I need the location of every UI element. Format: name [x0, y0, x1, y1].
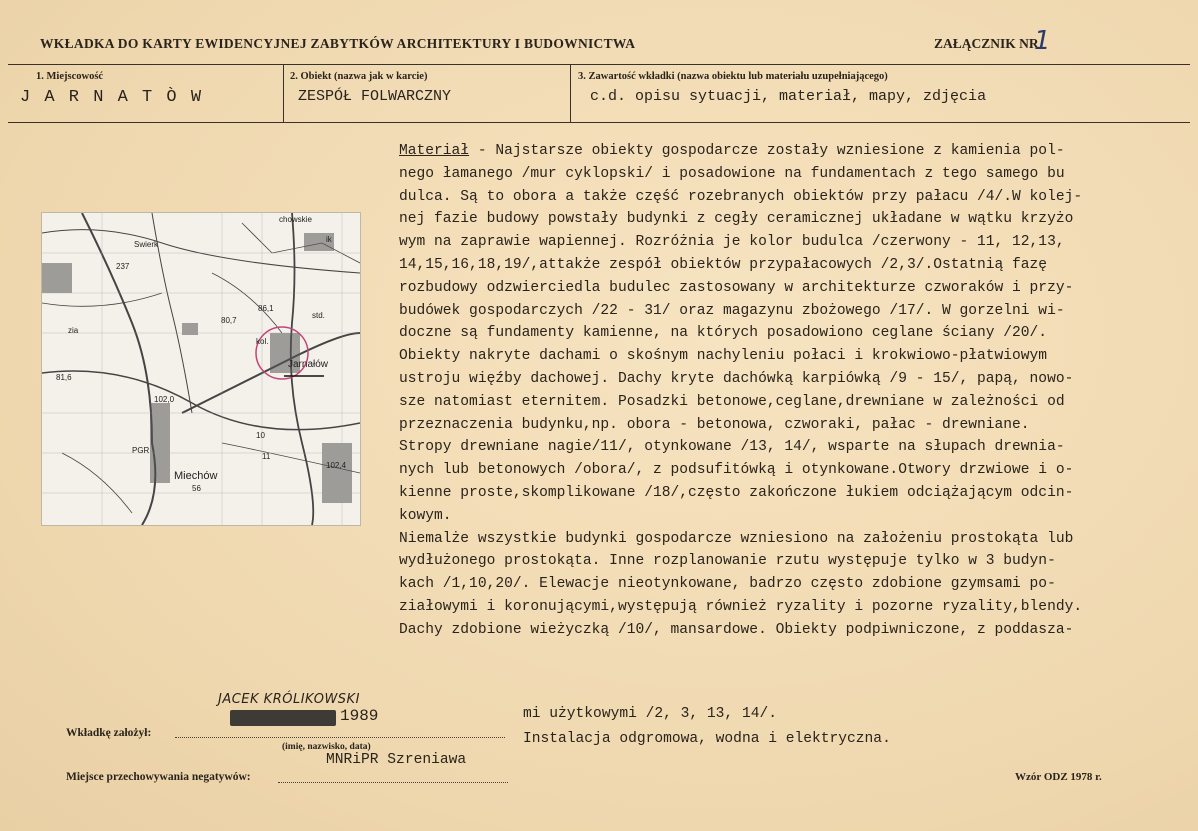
description-line-9: doczne są fundamenty kamienne, na których posadowiono ceglane ściany /20/. — [399, 325, 1048, 342]
description-line-20: kach /1,10,20/. Elewacje nieotynkowane, badrzo często zdobione gzymsami po- — [399, 576, 1056, 593]
signature-handwritten-name: JACEK KRÓLIKOWSKI — [218, 692, 360, 707]
storage-dotted-line — [278, 782, 508, 783]
name-caption: (imię, nazwisko, data) — [282, 742, 371, 752]
map-label-237: 237 — [116, 262, 130, 271]
description-line-6: 14,15,16,18,19/,attakże zespół obiektów przypałacowych /2,3/.Ostatnią fazę — [399, 256, 1048, 273]
storage-value: MNRiPR Szreniawa — [326, 752, 467, 768]
locality-value: J A R N A T Ò W — [20, 88, 204, 107]
description-line-7: rozbudowy odzwierciedla budulec zastosowany w architekturze czworaków i przy- — [399, 279, 1074, 296]
map-label-816: 81,6 — [56, 373, 72, 382]
fields-rule — [8, 122, 1190, 123]
map-label-10: 10 — [256, 431, 265, 440]
field-divider-2 — [570, 64, 571, 122]
description-line-3: dulca. Są to obora a także część rozebranych obiektów przy pałacu /4/.W kolej- — [399, 188, 1083, 205]
content-label: 3. Zawartość wkładki (nazwa obiektu lub materiału uzupełniającego) — [578, 71, 888, 82]
description-tail — [523, 702, 891, 752]
map-label-swierk: Swierk — [134, 240, 159, 249]
description-line-1: - Najstarsze obiekty gospodarcze zostały wzniesione z kamienia pol- — [469, 143, 1065, 159]
map-label-miechow: Miechów — [174, 470, 218, 482]
description-line-15: nych lub betonowych /obora/, z podsufitówką i otynkowane.Otwory drzwiowe i o- — [399, 462, 1074, 479]
form-number: Wzór ODZ 1978 r. — [1015, 771, 1102, 783]
map-label-1020: 102,0 — [154, 395, 175, 404]
object-label: 2. Obiekt (nazwa jak w karcie) — [290, 71, 428, 82]
map-label-11: 11 — [262, 452, 271, 461]
map-label-807: 80,7 — [221, 316, 237, 325]
description-line-14: Stropy drewniane nagie/11/, otynkowane /13, 14/, wsparte na słupach drewnia- — [399, 439, 1065, 456]
description-line-8: budówek gospodarczych /22 - 31/ oraz magazynu zbożowego /17/. W gorzelni wi- — [399, 302, 1065, 319]
founder-dotted-line — [175, 737, 505, 738]
field-divider-1 — [283, 64, 284, 122]
description-text — [399, 140, 1191, 642]
map-label-861: 86,1 — [258, 304, 274, 313]
description-line-12: sze natomiast eternitem. Posadzki betonowe,ceglane,drewniane w zależności od — [399, 393, 1065, 410]
locality-label: 1. Miejscowość — [36, 71, 104, 82]
map-label-pgr: PGR — [132, 446, 150, 455]
storage-label: Miejsce przechowywania negatywów: — [66, 771, 251, 783]
description-line-16: kienne proste,skomplikowane /18/,często zakończone łukiem odciążającym odcin- — [399, 484, 1074, 501]
annex-number: 1 — [1034, 26, 1051, 56]
description-line-5: wym na zaprawie wapiennej. Rozróżnia je kolor budulca /czerwony - 11, 12,13, — [399, 234, 1065, 251]
description-line-13: przeznaczenia budynku,np. obora - betonowa, czworaki, pałac - drewniane. — [399, 416, 1030, 433]
description-line-18: Niemalże wszystkie budynki gospodarcze wzniesiono na założeniu prostokąta lub — [399, 530, 1074, 547]
annex-label: ZAŁĄCZNIK NR — [934, 36, 1039, 51]
object-value: ZESPÓŁ FOLWARCZNY — [298, 88, 452, 105]
map-label-kol: kol. — [256, 337, 269, 346]
founder-label: Wkładkę założył: — [66, 727, 152, 739]
description-line-4: nej fazie budowy powstały budynki z cegły ceramicznej układane w wątku krzyżo — [399, 211, 1074, 228]
map-label-std: std. — [312, 311, 325, 320]
map-photo — [42, 213, 360, 525]
description-tail-line-1: mi użytkowymi /2, 3, 13, 14/. — [523, 706, 777, 722]
description-line-22: Dachy zdobione wieżyczką /10/, mansardowe. Obiekty podpiwniczone, z poddasza- — [399, 621, 1074, 638]
material-heading: Materiał — [399, 143, 470, 159]
form-title: WKŁADKA DO KARTY EWIDENCYJNEJ ZABYTKÓW ARCHITEKTURY I BUDOWNICTWA — [40, 36, 636, 51]
header-rule — [8, 64, 1190, 65]
content-value: c.d. opisu sytuacji, materiał, mapy, zdjęcia — [590, 88, 987, 105]
description-line-19: wydłużonego prostokąta. Inne rozplanowanie rzutu występuje tylko w 3 budyn- — [399, 553, 1056, 570]
description-line-21: ziałowymi i koronującymi,występują również ryzality i pozorne ryzality,blendy. — [399, 598, 1083, 615]
map-label-jarnatow: Jarnałów — [288, 359, 329, 370]
map-label-ik: ik — [326, 235, 332, 244]
redaction-bar — [230, 710, 336, 726]
description-line-2: nego łamanego /mur cyklopski/ i posadowione na fundamentach z tego samego bu — [399, 165, 1065, 182]
description-line-10: Obiekty nakryte dachami o skośnym nachyleniu połaci i krokwiowo-płatwiowym — [399, 348, 1048, 365]
description-line-17: kowym. — [399, 507, 452, 524]
map-label-1024: 102,4 — [326, 461, 347, 470]
map-label-chowskie: chowskie — [279, 215, 312, 224]
map-label-zia: zia — [68, 326, 79, 335]
description-tail-line-2: Instalacja odgromowa, wodna i elektryczna. — [523, 731, 891, 747]
description-line-11: ustroju więźby dachowej. Dachy kryte dachówką karpiówką /9 - 15/, papą, nowo- — [399, 370, 1074, 387]
map-label-56: 56 — [192, 484, 201, 493]
signature-year: 1989 — [340, 707, 379, 725]
